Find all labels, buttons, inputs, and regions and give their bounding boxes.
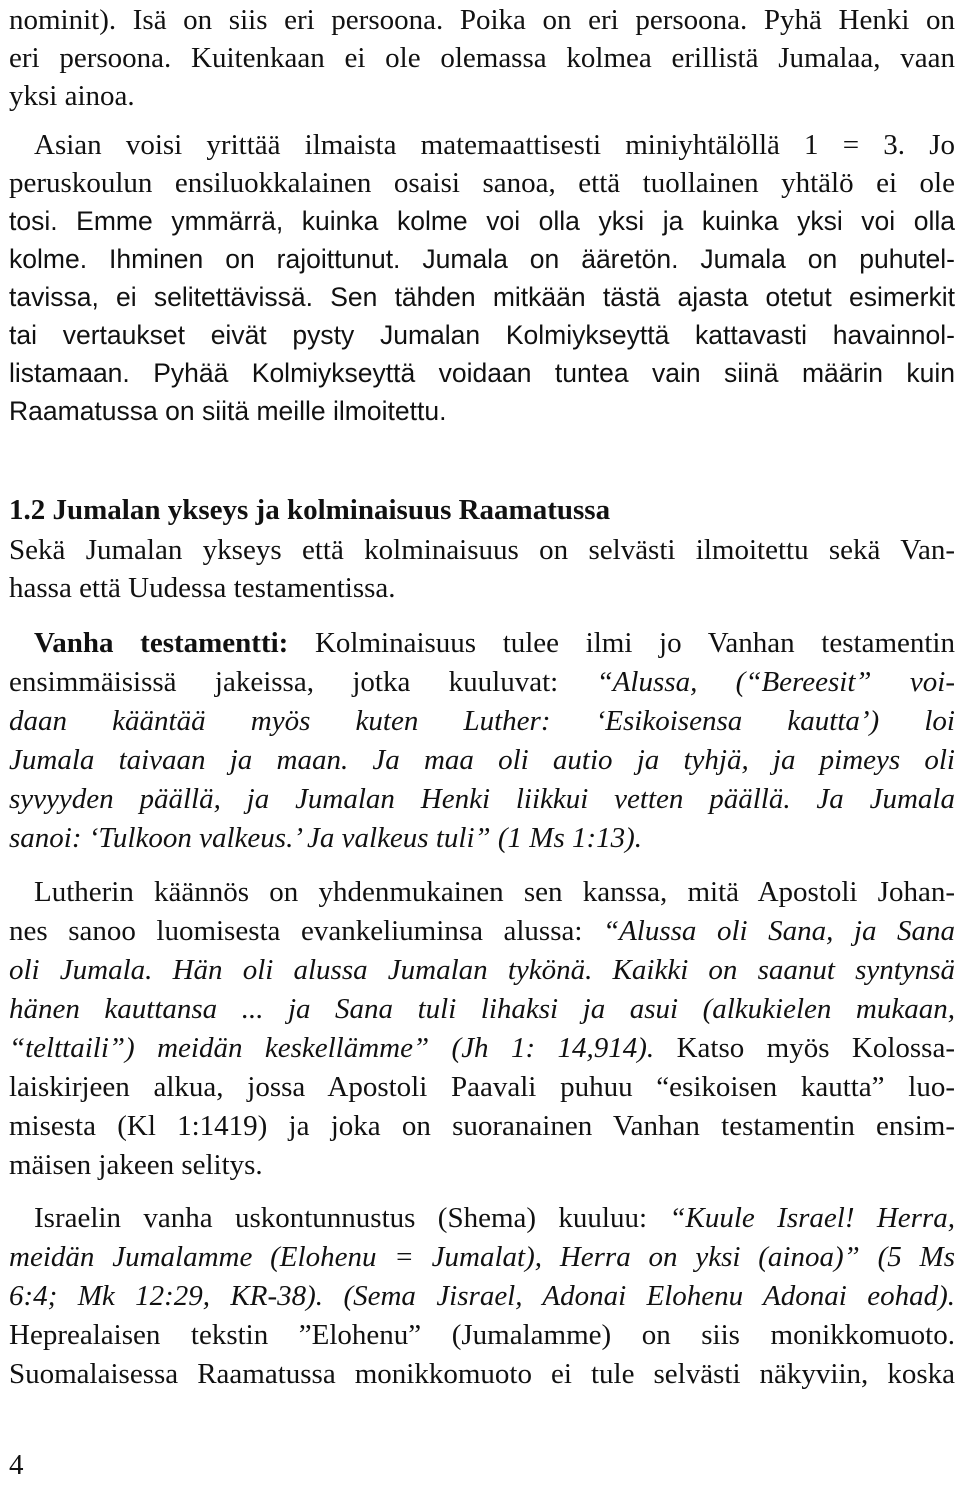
quote-text: “telttaili”) meidän keskellämme” (Jh 1: 14,914). (9, 1032, 655, 1064)
page-number: 4 (9, 1449, 24, 1481)
text-line: peruskoulun ensiluokkalainen osaisi sanoa, että tuollainen yhtälö ei ole (9, 167, 955, 199)
text-line: Asian voisi yrittää ilmaista matemaattisesti miniyhtälöllä 1 = 3. Jo (34, 129, 955, 161)
text-line: ensimmäisissä jakeissa, jotka kuuluvat: “Alussa, (“Bereesit” voi- (9, 666, 955, 698)
quote-text: meidän Jumalamme (Elohenu = Jumalat), Herra on yksi (ainoa)” (5 Ms (9, 1241, 955, 1273)
text-line: Lutherin käännös on yhdenmukainen sen kanssa, mitä Apostoli Johan- (34, 876, 955, 908)
section-heading: 1.2 Jumalan ykseys ja kolminaisuus Raamatussa (9, 494, 611, 526)
text-line: misesta (Kl 1:1419) ja joka on suoranainen Vanhan testamentin ensim- (9, 1110, 955, 1142)
text-line: tai vertaukset eivät pysty Jumalan Kolmiykseyttä kattavasti havainnol- (9, 320, 955, 350)
text-line: Raamatussa on siitä meille ilmoitettu. (9, 396, 447, 426)
text-line: “telttaili”) meidän keskellämme” (Jh 1: 14,914). Katso myös Kolossa- (9, 1032, 955, 1064)
text-line: eri persoona. Kuitenkaan ei ole olemassa kolmea erillistä Jumalaa, vaan (9, 42, 955, 74)
text-line: Vanha testamentti: Kolminaisuus tulee ilmi jo Vanhan testamentin (34, 627, 955, 659)
text-line: Israelin vanha uskontunnustus (Shema) kuuluu: “Kuule Israel! Herra, (34, 1202, 956, 1234)
text-line: nominit). Isä on siis eri persoona. Poika on eri persoona. Pyhä Henki on (9, 4, 955, 36)
quote-text: sanoi: ‘Tulkoon valkeus.’ Ja valkeus tuli” (1 Ms 1:13). (9, 822, 643, 854)
text-line: yksi ainoa. (9, 80, 135, 112)
quote-text: syvyyden päällä, ja Jumalan Henki liikkui vetten päällä. Ja Jumala (9, 783, 955, 815)
text-line: laiskirjeen alkua, jossa Apostoli Paavali puhuu “esikoisen kautta” luo- (9, 1071, 955, 1103)
quote-text: oli Jumala. Hän oli alussa Jumalan tykönä. Kaikki on saanut syntynsä (9, 954, 955, 986)
quote-text: hänen kauttansa ... ja Sana tuli lihaksi ja asui (alkukielen mukaan, (9, 993, 955, 1025)
text-line: Heprealaisen tekstin ”Elohenu” (Jumalamme) on siis monikkomuoto. (9, 1319, 955, 1351)
text-line: listamaan. Pyhää Kolmiykseyttä voidaan tuntea vain siinä määrin kuin (9, 358, 955, 388)
text-line: nes sanoo luomisesta evankeliuminsa alussa: “Alussa oli Sana, ja Sana (9, 915, 955, 947)
ot-label: Vanha testamentti: (34, 627, 289, 659)
text-line: Suomalaisessa Raamatussa monikkomuoto ei tule selvästi näkyviin, koska (9, 1358, 955, 1390)
text-line: tavissa, ei selitettävissä. Sen tähden mitkään tästä ajasta otetut esimerkit (9, 282, 955, 312)
quote-text: “Alussa, (“Bereesit” voi- (596, 666, 955, 698)
text-line: Sekä Jumalan ykseys että kolminaisuus on selvästi ilmoitettu sekä Van- (9, 534, 955, 566)
text-line: hassa että Uudessa testamentissa. (9, 572, 396, 604)
quote-text: daan kääntää myös kuten Luther: ‘Esikoisensa kautta’) loi (9, 705, 955, 737)
quote-text: 6:4; Mk 12:29, KR-38). (Sema Jisrael, Adonai Elohenu Adonai eohad). (9, 1280, 955, 1312)
text-line: mäisen jakeen selitys. (9, 1149, 263, 1181)
text-line: kolme. Ihminen on rajoittunut. Jumala on ääretön. Jumala on puhutel- (9, 244, 955, 274)
quote-text: “Alussa oli Sana, ja Sana (602, 915, 955, 947)
quote-text: “Kuule Israel! Herra, (669, 1202, 956, 1234)
text-line: tosi. Emme ymmärrä, kuinka kolme voi olla yksi ja kuinka yksi voi olla (9, 206, 955, 236)
quote-text: Jumala taivaan ja maan. Ja maa oli autio ja tyhjä, ja pimeys oli (9, 744, 955, 776)
